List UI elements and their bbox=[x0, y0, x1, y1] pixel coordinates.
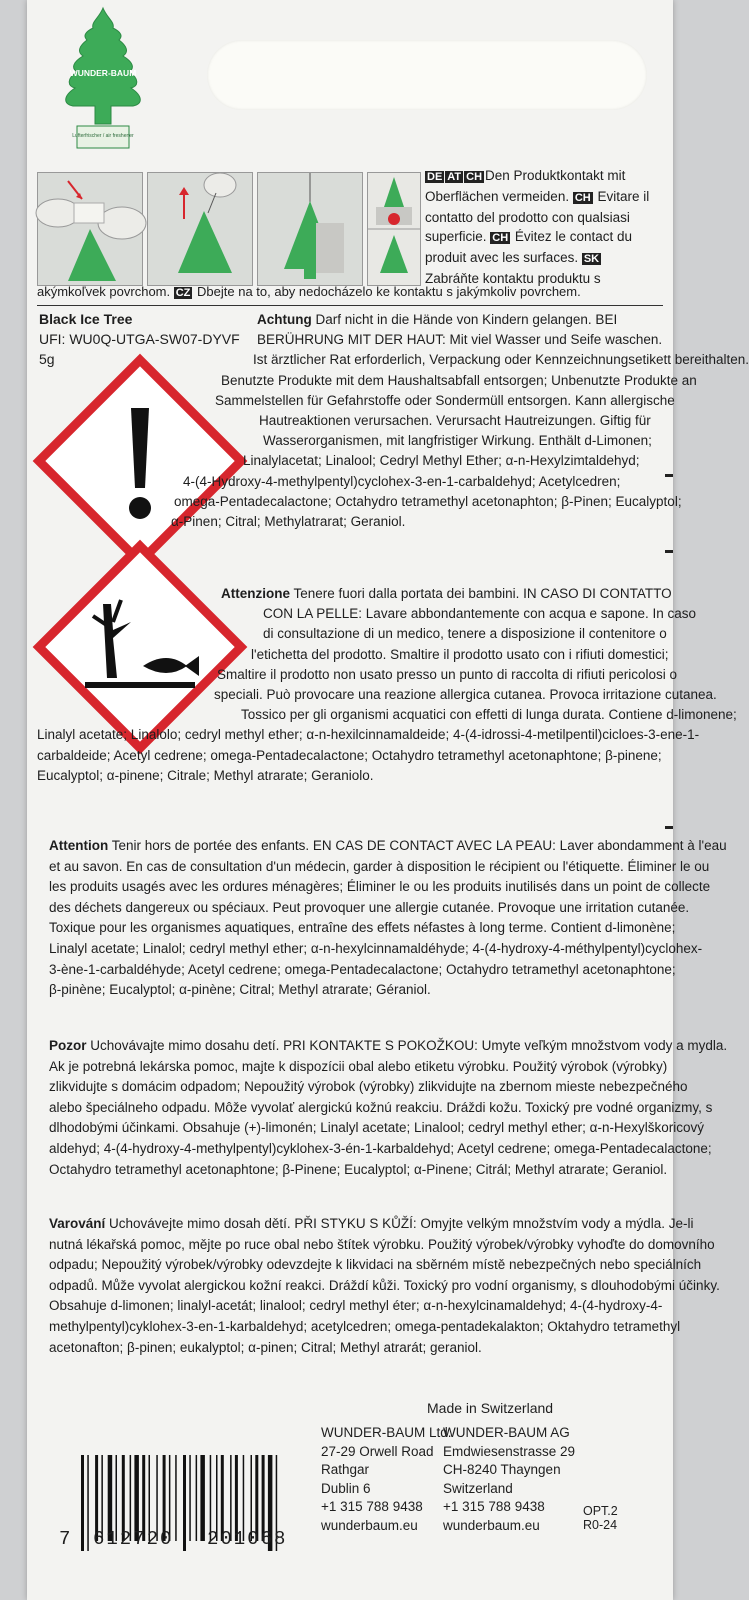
warning-line bbox=[37, 431, 663, 451]
package-card bbox=[27, 0, 749, 1600]
address-line: wunderbaum.eu bbox=[321, 1517, 418, 1533]
warning-line bbox=[37, 512, 663, 532]
warning-text: Obsahuje d-limonen; linalyl-acetát; linalool; cedryl methyl éter; α-n-hexylcinamaldehyd; 4-(4-hydroxy-4- bbox=[49, 1298, 663, 1314]
barcode-right-digits: 201068 bbox=[207, 1528, 288, 1550]
warning-line bbox=[37, 330, 663, 350]
address-line: WUNDER-BAUM AG bbox=[443, 1425, 570, 1440]
address-line: Rathgar bbox=[321, 1462, 370, 1477]
warning-text: Oberflächen vermeiden. bbox=[425, 189, 573, 204]
warning-text: nutná lékařská pomoc, mějte po ruce obal nebo štítek výrobku. Použitý výrobek/výrobky vyhoďte do domovního bbox=[49, 1236, 715, 1252]
warning-text: Ak je potrebná lekárska pomoc, majte k dispozícii obal alebo etiketu výrobku. Použitý výrobok (výrobky) bbox=[49, 1058, 668, 1074]
warning-line bbox=[49, 1057, 669, 1078]
warning-line bbox=[49, 1098, 713, 1119]
warning-heading: Pozor bbox=[49, 1038, 87, 1053]
warning-line bbox=[49, 877, 711, 898]
address-line: +1 315 788 9438 bbox=[443, 1499, 545, 1514]
warning-line bbox=[49, 898, 690, 919]
edge-mark bbox=[665, 826, 673, 829]
warning-line bbox=[37, 371, 697, 391]
warning-line bbox=[49, 1317, 681, 1338]
country-label: CH bbox=[466, 171, 483, 183]
warning-text: Évitez le contact du bbox=[511, 229, 632, 244]
warning-line bbox=[49, 1235, 715, 1256]
warning-text: Linalyl acetate; Linalol; cedryl methyl ether; α-n-hexylcinnamaldéhyde; 4-(4-hydroxy-4-méthylpentyl)cyclohex- bbox=[49, 940, 703, 956]
warning-text: Ist ärztlicher Rat erforderlich, Verpackung oder Kennzeichnungsetikett bereithalten. bbox=[253, 352, 749, 368]
contact-warning-line bbox=[425, 208, 649, 227]
warning-text: dlhodobými účinkami. Obsahuje (+)-limonén; Linalyl acetate; Linalool; cedryl methyl ether; α-n-Hexylškoricový bbox=[49, 1120, 704, 1136]
barcode-bar bbox=[81, 1455, 84, 1551]
step-3-image bbox=[257, 172, 363, 286]
warning-text: Octahydro tetramethyl acetonaphtone; β-Pinene; Eucalyptol; α-Pinene; Citrál; Methyl atrarate; Geraniol. bbox=[49, 1161, 668, 1177]
address-line: R0-24 bbox=[583, 1518, 618, 1532]
warning-text: Hautreaktionen verursachen. Verursacht Hautreizungen. Giftig für bbox=[259, 413, 651, 429]
warning-text: carbaldeide; Acetyl cedrene; omega-Pentadecalactone; Octahydro tetramethyl acetonaphtone; β-pinene; bbox=[37, 747, 662, 763]
warning-line bbox=[49, 1214, 694, 1235]
warning-text: Darf nicht in die Hände von Kindern gelangen. BEI bbox=[311, 312, 618, 327]
warning-text: BERÜHRUNG MIT DER HAUT: Mit viel Wasser und Seife waschen. bbox=[257, 332, 663, 348]
edge-mark bbox=[665, 474, 673, 477]
warning-line bbox=[37, 705, 737, 725]
barcode-bar bbox=[200, 1455, 205, 1541]
warning-line bbox=[37, 472, 663, 492]
address-line: Emdwiesenstrasse 29 bbox=[443, 1443, 576, 1459]
barcode-bar bbox=[189, 1455, 191, 1541]
warning-text: contatto del prodotto con qualsiasi bbox=[425, 210, 630, 225]
step-2-image bbox=[147, 172, 253, 286]
warning-text: CON LA PELLE: Lavare abbondantemente con acqua e sapone. In caso bbox=[263, 606, 697, 622]
logo-text: WUNDER-BAUM bbox=[69, 68, 137, 78]
step-4-image bbox=[367, 172, 421, 286]
warning-text: akýmkoľvek povrchom. bbox=[37, 284, 174, 299]
warning-text: aldehyd; 4-(4-hydroxy-4-methylpentyl)cyklohex-3-én-1-karbaldehyd; Acetyl cedrene; omega-Pentadecalactone; bbox=[49, 1140, 712, 1156]
warning-text: 3-ène-1-carbaldéhyde; Acetyl cedrene; omega-Pentadecalactone; Octahydro tetramethyl acetonaphtone; bbox=[49, 961, 676, 977]
cz-warning bbox=[49, 1214, 720, 1358]
contact-warning-line bbox=[425, 227, 649, 248]
warning-line bbox=[49, 918, 676, 939]
contact-warning-bottom-line bbox=[37, 282, 581, 303]
warning-text: odpadu; Nepoužitý výrobek/výrobky odevzdejte k likvidaci na sběrném místě nebezpečných nebo speciálních bbox=[49, 1257, 702, 1273]
warning-line bbox=[37, 624, 667, 644]
step-1-image bbox=[37, 172, 143, 286]
contact-warning-line bbox=[425, 187, 649, 208]
warning-text: et au savon. En cas de consultation d'un médecin, garder à disposition le récipient ou l'étiquette. Éliminer le ou bbox=[49, 858, 710, 874]
warning-line bbox=[49, 1118, 704, 1139]
divider bbox=[37, 305, 663, 306]
address-line: wunderbaum.eu bbox=[443, 1517, 540, 1533]
barcode-bar bbox=[175, 1455, 177, 1541]
address-line: Switzerland bbox=[443, 1480, 513, 1496]
logo-tagline: Lufterfrischer / air freshener bbox=[72, 133, 134, 139]
warning-heading: Achtung bbox=[257, 312, 312, 327]
warning-text: omega-Pentadecalactone; Octahydro tetramethyl acetonaphton; β-Pinen; Eucalyptol; bbox=[174, 493, 682, 509]
warning-text: superficie. bbox=[425, 229, 491, 244]
contact-warning-text bbox=[425, 166, 649, 288]
warning-line bbox=[37, 685, 717, 705]
warning-text: Uchovávejte mimo dosah dětí. PŘI STYKU S KŮŽÍ: Omyjte velkým množstvím vody a mýdla. Je-li bbox=[105, 1216, 694, 1231]
warning-line bbox=[37, 604, 697, 624]
warning-heading: Varování bbox=[49, 1216, 106, 1231]
address-ireland bbox=[321, 1424, 452, 1535]
address-line: +1 315 788 9438 bbox=[321, 1499, 423, 1514]
country-label: SK bbox=[583, 253, 600, 265]
warning-text: Den Produktkontakt mit bbox=[485, 168, 626, 183]
warning-text: des déchets dangereux ou spéciaux. Peut provoquer une allergie cutanée. Provoque une irritation cutanée. bbox=[49, 899, 690, 915]
country-label: CH bbox=[492, 232, 509, 244]
fr-warning bbox=[49, 836, 727, 1001]
country-label: AT bbox=[447, 171, 462, 183]
contact-warning-line bbox=[425, 248, 649, 269]
warning-text: les produits usagés avec les ordures ménagères; Éliminer le ou les produits inutilisés dans un point de collecte bbox=[49, 879, 711, 895]
product-weight: 5g bbox=[39, 351, 55, 367]
warning-text: Tenere fuori dalla portata dei bambini. IN CASO DI CONTATTO bbox=[290, 586, 672, 601]
warning-text: Tossico per gli organismi acquatici con effetti di lunga durata. Contiene d-limonene; bbox=[241, 707, 737, 723]
barcode-bar bbox=[196, 1455, 198, 1541]
hang-hole bbox=[207, 40, 647, 110]
address-line: OPT.2 bbox=[583, 1504, 618, 1518]
warning-line bbox=[49, 836, 727, 857]
warning-text: Eucalyptol; α-pinene; Citrale; Methyl atrarate; Geraniolo. bbox=[37, 767, 374, 783]
warning-line bbox=[49, 857, 710, 878]
address-line: Dublin 6 bbox=[321, 1480, 371, 1496]
barcode-bar bbox=[87, 1455, 89, 1551]
wunder-baum-tree-logo bbox=[55, 6, 151, 156]
warning-line bbox=[37, 584, 672, 604]
address-switzerland bbox=[443, 1424, 575, 1535]
warning-line bbox=[37, 451, 663, 471]
it-warning bbox=[37, 584, 737, 786]
warning-line bbox=[49, 1160, 669, 1181]
barcode-first-digit: 7 bbox=[59, 1528, 71, 1550]
warning-line bbox=[49, 980, 669, 1001]
warning-text: produit avec les surfaces. bbox=[425, 250, 582, 265]
warning-line bbox=[37, 411, 663, 431]
warning-line bbox=[49, 1077, 688, 1098]
warning-line bbox=[37, 391, 675, 411]
warning-line bbox=[49, 1255, 702, 1276]
sk-warning bbox=[49, 1036, 728, 1180]
warning-line bbox=[37, 746, 663, 766]
warning-line bbox=[37, 725, 700, 745]
warning-line bbox=[37, 310, 663, 330]
warning-line bbox=[49, 1139, 712, 1160]
warning-line bbox=[37, 665, 677, 685]
country-label: CZ bbox=[175, 287, 191, 299]
warning-text: di consultazione di un medico, tenere a disposizione il contenitore o bbox=[263, 626, 667, 642]
warning-line bbox=[49, 939, 703, 960]
warning-text: Wasserorganismen, mit langfristiger Wirkung. Enthält d-Limonen; bbox=[263, 433, 652, 449]
warning-text: Linalyl acetate; Linalolo; cedryl methyl ether; α-n-hexilcinnamaldeide; 4-(4-idrossi-4-metilpentil)cicloes-3-ene-1- bbox=[37, 727, 700, 743]
barcode-bar bbox=[183, 1455, 186, 1551]
warning-line bbox=[49, 960, 676, 981]
warning-text: Zabráňte kontaktu produktu s bbox=[425, 271, 601, 286]
warning-text: odpadů. Může vyvolat alergickou kožní reakci. Dráždí kůži. Toxický pro vodní organismy, s dlouhodobými účinky. bbox=[49, 1277, 720, 1293]
made-in: Made in Switzerland bbox=[427, 1400, 554, 1416]
address-line: CH-8240 Thayngen bbox=[443, 1462, 561, 1477]
warning-text: speciali. Può provocare una reazione allergica cutanea. Provoca irritazione cutanea. bbox=[214, 687, 717, 703]
address-line: WUNDER-BAUM Ltd. bbox=[321, 1425, 452, 1440]
warning-heading: Attenzione bbox=[221, 586, 290, 601]
product-ufi: UFI: WU0Q-UTGA-SW07-DYVF bbox=[39, 331, 240, 347]
product-name: Black Ice Tree bbox=[39, 311, 133, 327]
warning-text: Tenir hors de portée des enfants. EN CAS DE CONTACT AVEC LA PEAU: Laver abondamment à l'eau bbox=[108, 838, 727, 853]
warning-text: methylpentyl)cyklohex-3-en-1-karbaldehyd; acetylcedren; omega-pentadekalakton; Oktahydro tetramethyl bbox=[49, 1318, 681, 1334]
de-warning bbox=[37, 310, 749, 532]
barcode-left-digits: 612720 bbox=[93, 1528, 174, 1550]
warning-line bbox=[37, 645, 669, 665]
warning-line bbox=[49, 1296, 669, 1317]
warning-line bbox=[37, 492, 682, 512]
warning-text: Smaltire il prodotto non usato presso un punto di raccolta di rifiuti pericolosi o bbox=[217, 666, 677, 682]
version-code bbox=[583, 1504, 618, 1532]
warning-text: Uchovávajte mimo dosahu detí. PRI KONTAKTE S POKOŽKOU: Umyte veľkým množstvom vody a mydla. bbox=[86, 1038, 728, 1053]
warning-text: Sammelstellen für Gefahrstoffe oder Sondermüll entsorgen. Kann allergische bbox=[215, 392, 675, 408]
warning-text: Benutzte Produkte mit dem Haushaltsabfall entsorgen; Unbenutzte Produkte an bbox=[221, 372, 697, 388]
warning-text: l'etichetta del prodotto. Smaltire il prodotto usato con i rifiuti domestici; bbox=[251, 646, 669, 662]
warning-text: α-Pinen; Citral; Methylatrarat; Geraniol. bbox=[171, 514, 406, 530]
warning-text: 4-(4-Hydroxy-4-methylpentyl)cyclohex-3-en-1-carbaldehyd; Acetylcedren; bbox=[183, 473, 621, 489]
country-label: CH bbox=[574, 192, 591, 204]
country-label: DE bbox=[427, 171, 443, 183]
warning-line bbox=[37, 350, 749, 370]
address-line: 27-29 Orwell Road bbox=[321, 1443, 434, 1459]
warning-line bbox=[37, 766, 663, 786]
warning-text: Evitare il bbox=[593, 189, 650, 204]
warning-text: Linalylacetat; Linalool; Cedryl Methyl Ether; α-n-Hexylzimtaldehyd; bbox=[243, 453, 640, 469]
warning-line bbox=[49, 1036, 728, 1057]
warning-text: zlikvidujte s domácim odpadom; Nepoužitý výrobok (výrobky) zlikvidujte na zbernom mieste nebezpečného bbox=[49, 1079, 688, 1095]
warning-text: Toxique pour les organismes aquatiques, entraîne des effets néfastes à long terme. Contient d-limonène; bbox=[49, 920, 676, 936]
contact-warning-line bbox=[425, 166, 649, 187]
warning-text: alebo špeciálneho odpadu. Môže vyvolať alergickú kožnú reakciu. Dráždi kožu. Toxický pre vodné organizmy, s bbox=[49, 1099, 713, 1115]
warning-line bbox=[49, 1338, 669, 1359]
warning-heading: Attention bbox=[49, 838, 109, 853]
warning-line bbox=[49, 1276, 720, 1297]
warning-text: acetonafton; β-pinen; eukalyptol; α-pinen; Citral; Methyl atrarát; geraniol. bbox=[49, 1339, 482, 1355]
edge-mark bbox=[665, 550, 673, 553]
warning-text: β-pinène; Eucalyptol; α-pinène; Citral; Methyl atrarate; Géraniol. bbox=[49, 982, 431, 998]
warning-text: Dbejte na to, aby nedocházelo ke kontaktu s jakýmkoliv povrchem. bbox=[193, 284, 581, 299]
